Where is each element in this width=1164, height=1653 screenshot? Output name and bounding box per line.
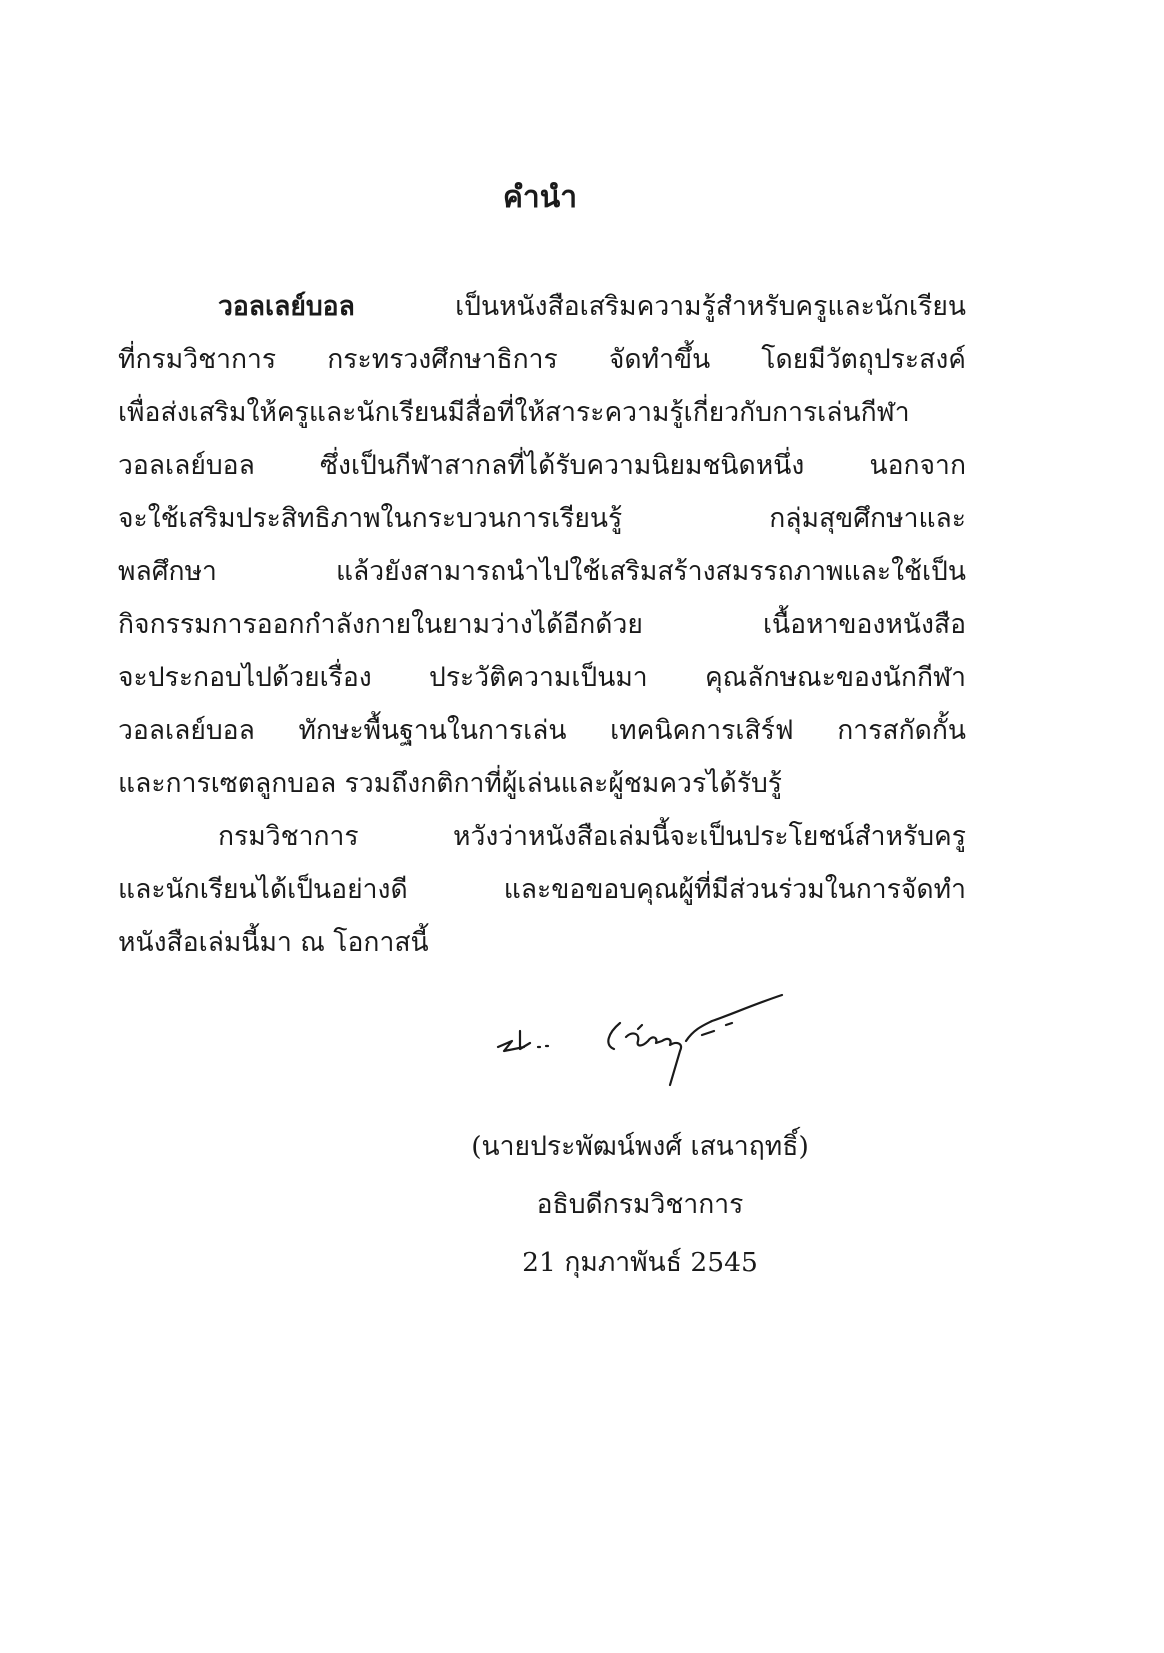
paragraph-2-line-3: หนังสือเล่มนี้มา ณ โอกาสนี้: [118, 927, 429, 958]
paragraph-1-line-9: วอลเลย์บอล ทักษะพื้นฐานในการเล่น เทคนิคการเสิร์ฟ การสกัดกั้น: [118, 715, 966, 746]
paragraph-1-line-1: [118, 280, 966, 333]
paragraph-1-line-7: กิจกรรมการออกกำลังกายในยามว่างได้อีกด้วย เนื้อหาของหนังสือ: [118, 609, 966, 640]
handwritten-signature: [490, 985, 820, 1105]
paragraph-1-line-6: พลศึกษา แล้วยังสามารถนำไปใช้เสริมสร้างสมรรถภาพและใช้เป็น: [118, 556, 966, 587]
paragraph-1-line-8: จะประกอบไปด้วยเรื่อง ประวัติความเป็นมา คุณลักษณะของนักกีฬา: [118, 662, 966, 693]
paragraph-1-line-3: เพื่อส่งเสริมให้ครูและนักเรียนมีสื่อที่ให้สาระความรู้เกี่ยวกับการเล่นกีฬา: [118, 397, 910, 428]
page-title: คำนำ: [502, 180, 578, 215]
preface-body: [118, 280, 966, 969]
paragraph-1-line-2: ที่กรมวิชาการ กระทรวงศึกษาธิการ จัดทำขึ้น โดยมีวัตถุประสงค์: [118, 344, 966, 375]
paragraph-1-line-5: จะใช้เสริมประสิทธิภาพในกระบวนการเรียนรู้ กลุ่มสุขศึกษาและ: [118, 503, 966, 534]
book-title-lead: วอลเลย์บอล: [218, 291, 355, 322]
paragraph-2-line-1: กรมวิชาการ หวังว่าหนังสือเล่มนี้จะเป็นประโยชน์สำหรับครู: [218, 821, 966, 852]
paragraph-2-line-2: และนักเรียนได้เป็นอย่างดี และขอขอบคุณผู้ที่มีส่วนร่วมในการจัดทำ: [118, 874, 966, 905]
signature-date: 21 กุมภาพันธ์ 2545: [522, 1247, 758, 1278]
paragraph-1-line-4: วอลเลย์บอล ซึ่งเป็นกีฬาสากลที่ได้รับความนิยมชนิดหนึ่ง นอกจาก: [118, 450, 966, 481]
signer-name: (นายประพัฒน์พงศ์ เสนาฤทธิ์): [471, 1131, 809, 1162]
signer-position: อธิบดีกรมวิชาการ: [536, 1189, 744, 1220]
paragraph-1-line-1-rest: เป็นหนังสือเสริมความรู้สำหรับครูและนักเรียน: [455, 291, 966, 322]
paragraph-1-line-10: และการเซตลูกบอล รวมถึงกติกาที่ผู้เล่นและผู้ชมควรได้รับรู้: [118, 768, 783, 799]
signature-block: [420, 1118, 860, 1292]
